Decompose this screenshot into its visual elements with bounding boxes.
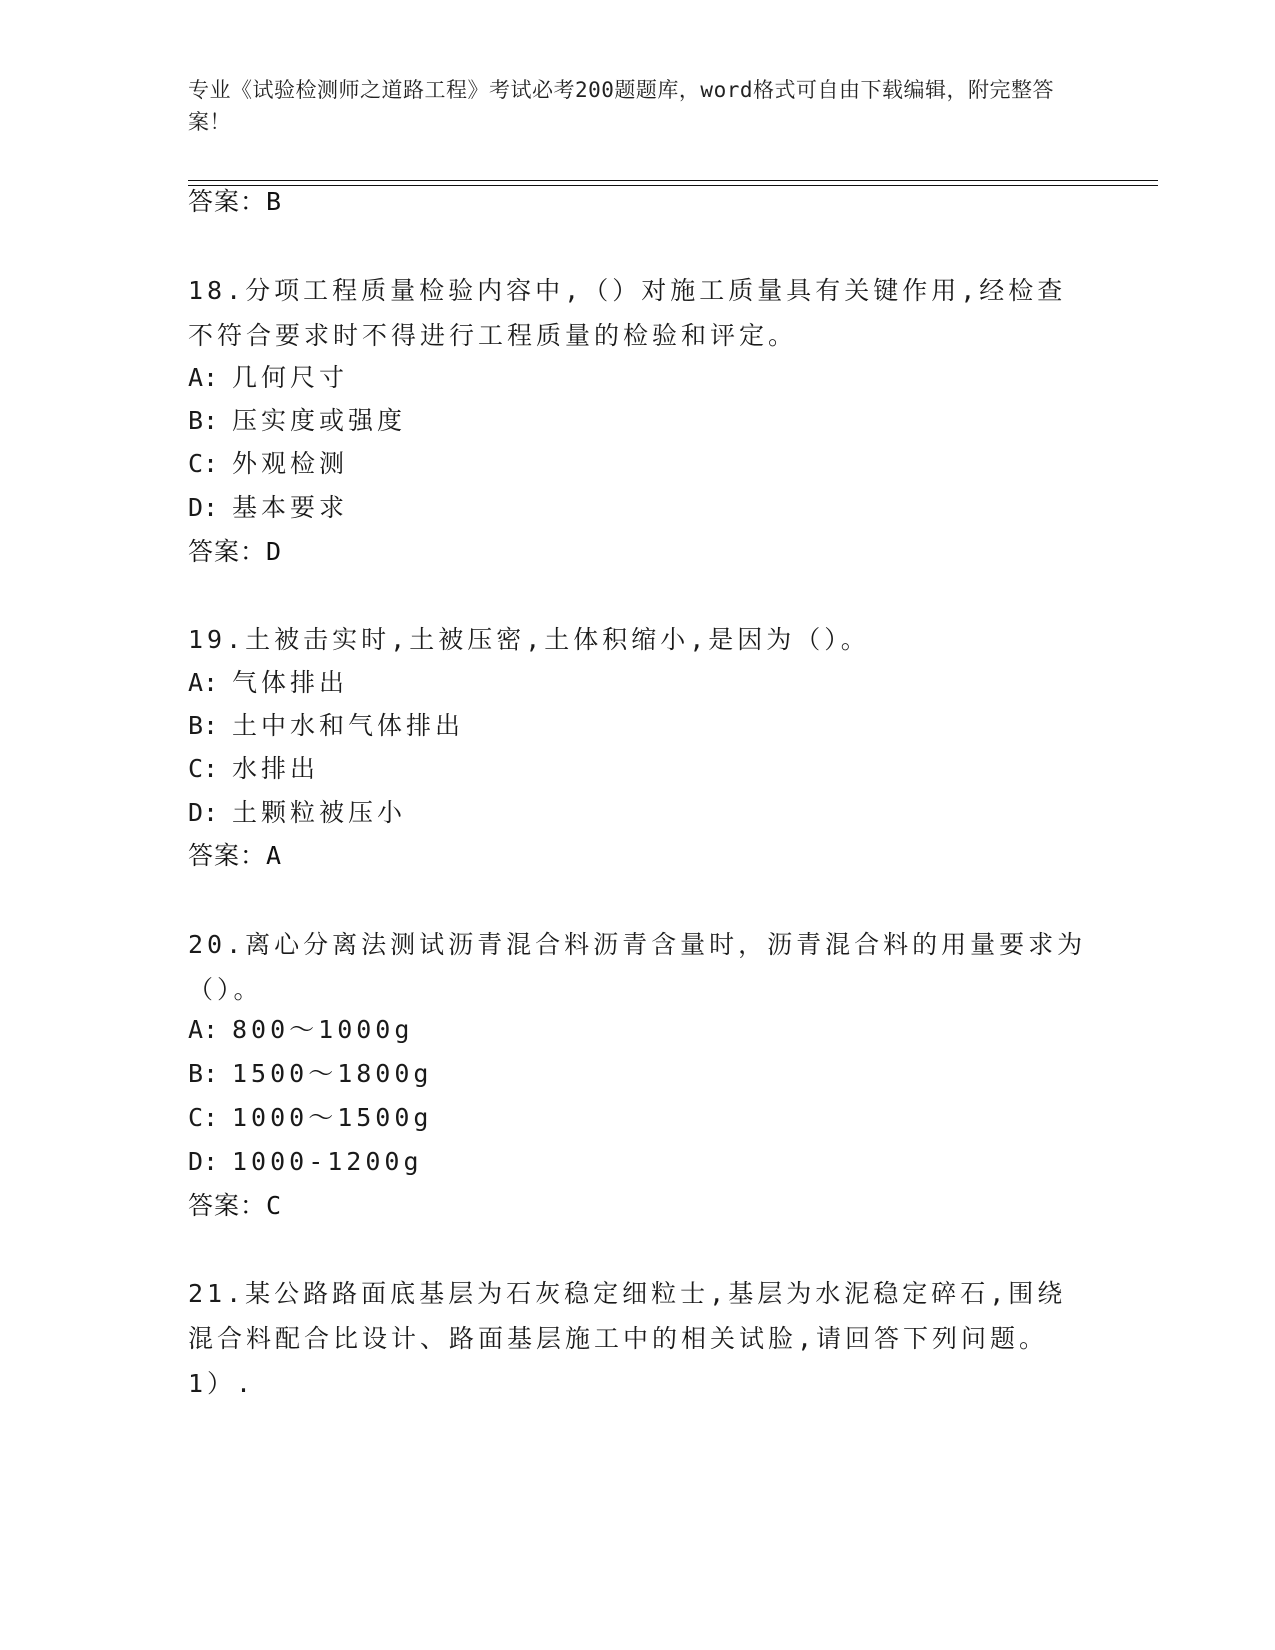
option-letter: B: xyxy=(188,406,219,435)
option-c xyxy=(188,753,319,785)
option-letter: D: xyxy=(188,493,219,522)
option-b xyxy=(188,710,464,742)
option-d xyxy=(188,1146,423,1178)
option-a xyxy=(188,1014,413,1046)
option-c xyxy=(188,448,348,480)
answer-label: 答案：A xyxy=(188,841,283,870)
option-letter: A: xyxy=(188,668,219,697)
option-text: 1500～1800g xyxy=(232,1059,433,1088)
question-text: 19.土被击实时,土被压密,土体积缩小,是因为（）。 xyxy=(188,625,870,654)
option-letter: C: xyxy=(188,754,219,783)
answer-label: 答案：C xyxy=(188,1191,283,1220)
option-text: 土中水和气体排出 xyxy=(232,711,465,740)
option-letter: C: xyxy=(188,449,219,478)
option-text: 1000～1500g xyxy=(232,1103,433,1132)
question-text: 20.离心分离法测试沥青混合料沥青含量时，沥青混合料的用量要求为（）。 xyxy=(188,930,1087,1004)
option-b xyxy=(188,405,406,437)
option-text: 1000-1200g xyxy=(232,1147,423,1176)
option-text: 气体排出 xyxy=(232,668,349,697)
option-text: 800～1000g xyxy=(232,1015,414,1044)
header-rule-bottom xyxy=(188,185,1158,186)
option-c xyxy=(188,1102,432,1134)
header-rule-top xyxy=(188,180,1158,181)
option-text: 外观检测 xyxy=(232,449,349,478)
option-letter: B: xyxy=(188,1059,219,1088)
option-text: 土颗粒被压小 xyxy=(232,798,407,827)
option-letter: A: xyxy=(188,1015,219,1044)
option-d xyxy=(188,797,406,829)
option-letter: C: xyxy=(188,1103,219,1132)
answer-label: 答案：D xyxy=(188,537,283,566)
option-letter: D: xyxy=(188,1147,219,1176)
document-header: 专业《试验检测师之道路工程》考试必考200题题库，word格式可自由下载编辑，附完整答案！ xyxy=(188,78,1054,134)
question-text: 21.某公路路面底基层为石灰稳定细粒士,基层为水泥稳定碎石,围绕混合料配合比设计、路面基层施工中的相关试脸,请回答下列问题。1）. xyxy=(188,1279,1067,1398)
option-text: 基本要求 xyxy=(232,493,349,522)
option-a xyxy=(188,362,348,394)
option-letter: B: xyxy=(188,711,219,740)
question-text: 18.分项工程质量检验内容中,（）对施工质量具有关键作用,经检查不符合要求时不得进行工程质量的检验和评定。 xyxy=(188,276,1067,350)
answer-label: 答案：B xyxy=(188,187,283,216)
option-text: 水排出 xyxy=(232,754,320,783)
option-text: 几何尺寸 xyxy=(232,363,349,392)
option-d xyxy=(188,492,348,524)
option-b xyxy=(188,1058,432,1090)
option-text: 压实度或强度 xyxy=(232,406,407,435)
option-letter: A: xyxy=(188,363,219,392)
option-letter: D: xyxy=(188,798,219,827)
option-a xyxy=(188,667,348,699)
